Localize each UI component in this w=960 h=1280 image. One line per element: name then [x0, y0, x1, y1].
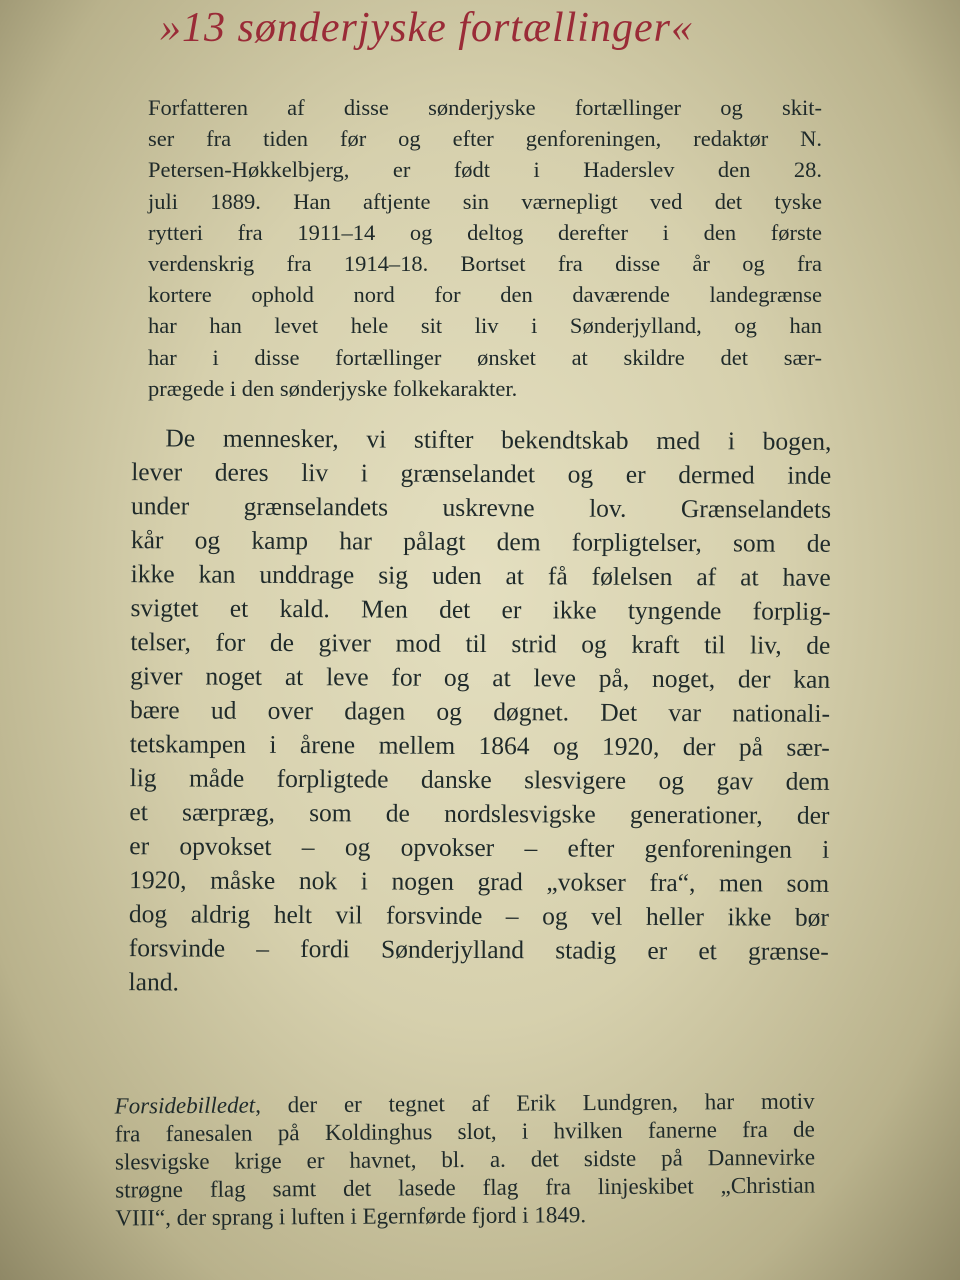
text-line: slesvigske krige er havnet, bl. a. det sidste på Dannevirke	[114, 1144, 816, 1175]
text-line: ikke kan unddrage sig uden at få følelsen af at have	[130, 559, 831, 592]
text-line: har han levet hele sit liv i Sønderjylland, og han	[148, 313, 822, 339]
text-line: har i disse fortællinger ønsket at skildre det sær-	[148, 344, 822, 370]
text-line: tetskampen i årene mellem 1864 og 1920, der på sær-	[129, 729, 830, 762]
text-line: er opvokset – og opvokser – efter genforeningen i	[129, 831, 830, 864]
text-line: Forfatteren af disse sønderjyske fortællinger og skit-	[148, 95, 822, 120]
text-line: 1920, måske nok i nogen grad „vokser fra“, men som	[129, 865, 830, 898]
text-line: fra fanesalen på Koldinghus slot, i hvilken fanerne fra de	[114, 1116, 815, 1147]
text-line: De mennesker, vi stifter bekendtskab med i bogen,	[165, 423, 832, 456]
text-line: kortere ophold nord for den daværende landegrænse	[148, 282, 822, 308]
text-line: prægede i den sønderjyske folkekarakter.	[148, 375, 518, 401]
text-line: under grænselandets uskrevne lov. Grænselandets	[130, 491, 832, 524]
text-line: kår og kamp har pålagt dem forpligtelser, som de	[130, 525, 831, 558]
text-line: et særpræg, som de nordslesvigske generationer, der	[129, 797, 830, 830]
text-line: VIII“, der sprang i luften i Egernførde fjord i 1849.	[115, 1202, 587, 1231]
text-line: land.	[128, 967, 179, 997]
content-paragraph	[128, 421, 831, 1003]
text-line: ser fra tiden før og efter genforeningen, redaktør N.	[148, 126, 822, 152]
text-line: svigtet et kald. Men det er ikke tyngende forplig-	[130, 593, 831, 626]
text-line: telser, for de giver mod til strid og kraft til liv, de	[130, 627, 831, 660]
cover-image-credit	[115, 1088, 816, 1233]
text-line: juli 1889. Han aftjente sin værnepligt ved det tyske	[148, 188, 822, 214]
text-line: Petersen-Høkkelbjerg, er født i Haderslev den 28.	[148, 157, 822, 183]
text-line: dog aldrig helt vil forsvinde – og vel heller ikke bør	[128, 899, 830, 932]
text-line: lig måde forpligtede danske slesvigere og gav dem	[129, 763, 830, 796]
text-line: bære ud over dagen og døgnet. Det var nationali-	[129, 695, 831, 728]
text-line: giver noget at leve for og at leve på, noget, der kan	[130, 661, 831, 694]
text-line: lever deres liv i grænselandet og er dermed inde	[131, 457, 832, 490]
text-line: verdenskrig fra 1914–18. Bortset fra disse år og fra	[148, 251, 822, 277]
author-paragraph	[148, 92, 822, 404]
text-fragment: , der er tegnet af Erik Lundgren, har motiv	[255, 1088, 815, 1118]
text-line: strøgne flag samt det lasede flag fra linjeskibet „Christian	[115, 1172, 816, 1203]
text-line: forsvinde – fordi Sønderjylland stadig er et grænse-	[128, 933, 829, 966]
text-line: rytteri fra 1911–14 og deltog derefter i den første	[148, 219, 822, 245]
italic-lead: Forsidebilledet	[114, 1092, 256, 1119]
book-title: »13 sønderjyske fortællinger«	[160, 5, 693, 51]
